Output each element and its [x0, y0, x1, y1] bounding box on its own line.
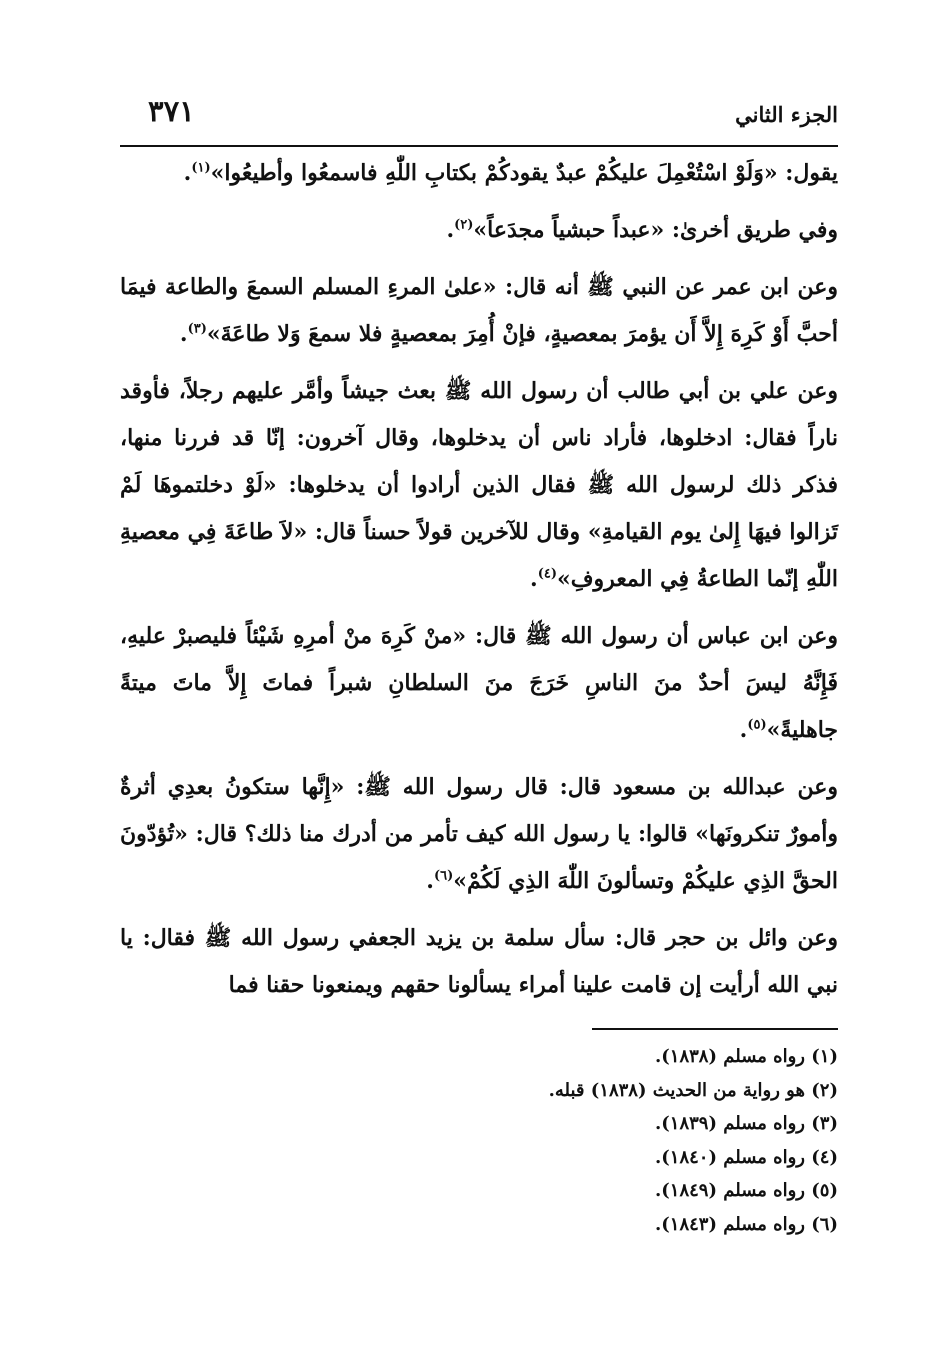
footnote-item — [120, 1074, 838, 1108]
footnote-ref: (٦) — [433, 868, 454, 884]
footnote-divider — [592, 1028, 838, 1030]
footnote-text: رواه مسلم (١٨٤٩). — [655, 1180, 805, 1201]
footnote-number: (١) — [811, 1046, 838, 1067]
footnote-item — [120, 1141, 838, 1175]
footnote-item — [120, 1174, 838, 1208]
footnote-text: رواه مسلم (١٨٣٨). — [655, 1046, 805, 1067]
footnote-ref: (٤) — [537, 566, 557, 582]
footnote-number: (٥) — [811, 1180, 838, 1201]
footnote-item — [120, 1107, 838, 1141]
header-divider — [120, 145, 838, 147]
paragraph-text: وعن ابن عباس أن رسول الله ﷺ قال: «منْ كَرِهَ منْ أمرِهِ شَيْئاً فليصبرْ عليهِ، فَإِنَّهُ ليسَ أحدٌ منَ الناسِ خَرَجَ منَ السلطانِ شبراً فماتَ إِلاَّ ماتَ ميتةً جاهليةً» — [120, 623, 838, 743]
paragraph-text: وعن ابن عمر عن النبي ﷺ أنه قال: «علىٰ المرءِ المسلم السمعَ والطاعة فيمَا أحبَّ أَوْ كَرِهَ إِلاَّ أَن يؤمرَ بمعصيةٍ، فإنْ أُمِرَ بمعصيةٍ فلا سمعَ وَلا طاعَةَ» — [120, 274, 838, 347]
footnote-item — [120, 1040, 838, 1074]
footnote-ref: (٥) — [747, 717, 767, 733]
footnote-number: (٦) — [811, 1213, 838, 1235]
paragraph-text: وفي طريق أخرىٰ: «عبداً حبشياً مجدَعاً» — [473, 217, 838, 243]
paragraph: يقول: «وَلَوْ اسْتُعْمِلَ عليكُمْ عبدٌ يقودكُمْ بكتابِ اللّٰهِ فاسمعُوا وأطيعُوا»$^{(١)}$. — [183, 160, 838, 186]
paragraph: وفي طريق أخرىٰ: «عبداً حبشياً مجدَعاً»$^{(٢)}$. — [446, 217, 838, 243]
main-text — [120, 150, 838, 1009]
footnote-item — [120, 1208, 838, 1242]
paragraph — [120, 915, 838, 1009]
paragraph-text: وعن عبدالله بن مسعود قال: قال رسول الله ﷺ: «إِنَّها ستكونُ بعدِي أثرةٌ وأمورٌ تنكرونَها» قالوا: يا رسول الله كيف تأمر من أدرك منا ذلك؟ قال: «تُؤدّونَ الحقَّ الذِي عليكُمْ وتسألونَ اللّٰهَ الذِي لَكُمْ» — [120, 774, 838, 894]
footnote-number: (٤) — [811, 1146, 838, 1168]
footnote-ref: (١) — [191, 160, 211, 176]
footnote-ref: (٣) — [187, 321, 207, 337]
paragraph: وعن ابن عمر عن النبي ﷺ أنه قال: «علىٰ المرءِ المسلم السمعَ والطاعة فيمَا أحبَّ أَوْ كَرِهَ إِلاَّ أَن يؤمرَ بمعصيةٍ، فإنْ أُمِرَ بمعصيةٍ فلا سمعَ وَلا طاعَةَ»$^{(٣)}$. — [120, 274, 838, 347]
footnote-number: (٣) — [811, 1113, 838, 1134]
footnote-text: رواه مسلم (١٨٤٣). — [655, 1213, 805, 1235]
paragraph: وعن عبدالله بن مسعود قال: قال رسول الله ﷺ: «إِنَّها ستكونُ بعدِي أثرةٌ وأمورٌ تنكرونَها» قالوا: يا رسول الله كيف تأمر من أدرك منا ذلك؟ قال: «تُؤدّونَ الحقَّ الذِي عليكُمْ وتسألونَ اللّٰهَ الذِي لَكُمْ»$^{(٦)}$. — [120, 774, 838, 894]
footnotes — [120, 1040, 838, 1241]
footnote-ref: (٢) — [454, 217, 474, 233]
paragraph: وعن علي بن أبي طالب أن رسول الله ﷺ بعث جيشاً وأمَّر عليهم رجلاً، فأوقد ناراً فقال: ادخلوها، فأراد ناس أن يدخلوها، وقال آخرون: إنّا قد فررنا منها، فذكر ذلك لرسول الله ﷺ فقال الذين أرادوا أن يدخلوها: «لَوْ دخلتموهَا لَمْ تَزالوا فيهَا إِلىٰ يوم القيامةِ» وقال للآخرين قولاً حسناً قال: «لاَ طاعَةَ فِي معصيةِ اللّٰهِ إنّما الطاعةُ فِي المعروفِ»$^{(٤)}$. — [120, 378, 838, 592]
paragraph-text: وعن علي بن أبي طالب أن رسول الله ﷺ بعث جيشاً وأمَّر عليهم رجلاً، فأوقد ناراً فقال: ادخلوها، فأراد ناس أن يدخلوها، وقال آخرون: إنّا قد فررنا منها، فذكر ذلك لرسول الله ﷺ فقال الذين أرادوا أن يدخلوها: «لَوْ دخلتموهَا لَمْ تَزالوا فيهَا إِلىٰ يوم القيامةِ» وقال للآخرين قولاً حسناً قال: «لاَ طاعَةَ فِي معصيةِ اللّٰهِ إنّما الطاعةُ فِي المعروفِ» — [120, 378, 838, 592]
running-header — [120, 92, 838, 142]
paragraph-text: وعن وائل بن حجر قال: سأل سلمة بن يزيد الجعفي رسول الله ﷺ فقال: يا نبي الله أرأيت إن قامت علينا أمراء يسألونا حقهم ويمنعونا حقنا فما — [120, 925, 838, 998]
footnote-text: هو رواية من الحديث (١٨٣٨) قبله. — [548, 1079, 805, 1101]
paragraph-text: يقول: «وَلَوْ اسْتُعْمِلَ عليكُمْ عبدٌ يقودكُمْ بكتابِ اللّٰهِ فاسمعُوا وأطيعُوا» — [210, 160, 838, 186]
footnote-text: رواه مسلم (١٨٣٩). — [655, 1113, 805, 1134]
page-number: ٣٧١ — [148, 94, 195, 128]
footnote-number: (٢) — [811, 1079, 838, 1101]
footnote-text: رواه مسلم (١٨٤٠). — [655, 1146, 805, 1168]
section-title: الجزء الثاني — [735, 102, 838, 127]
paragraph: وعن ابن عباس أن رسول الله ﷺ قال: «منْ كَرِهَ منْ أمرِهِ شَيْئاً فليصبرْ عليهِ، فَإِنَّهُ ليسَ أحدٌ منَ الناسِ خَرَجَ منَ السلطانِ شبراً فماتَ إِلاَّ ماتَ ميتةً جاهليةً»$^{(٥)}$. — [120, 623, 838, 743]
